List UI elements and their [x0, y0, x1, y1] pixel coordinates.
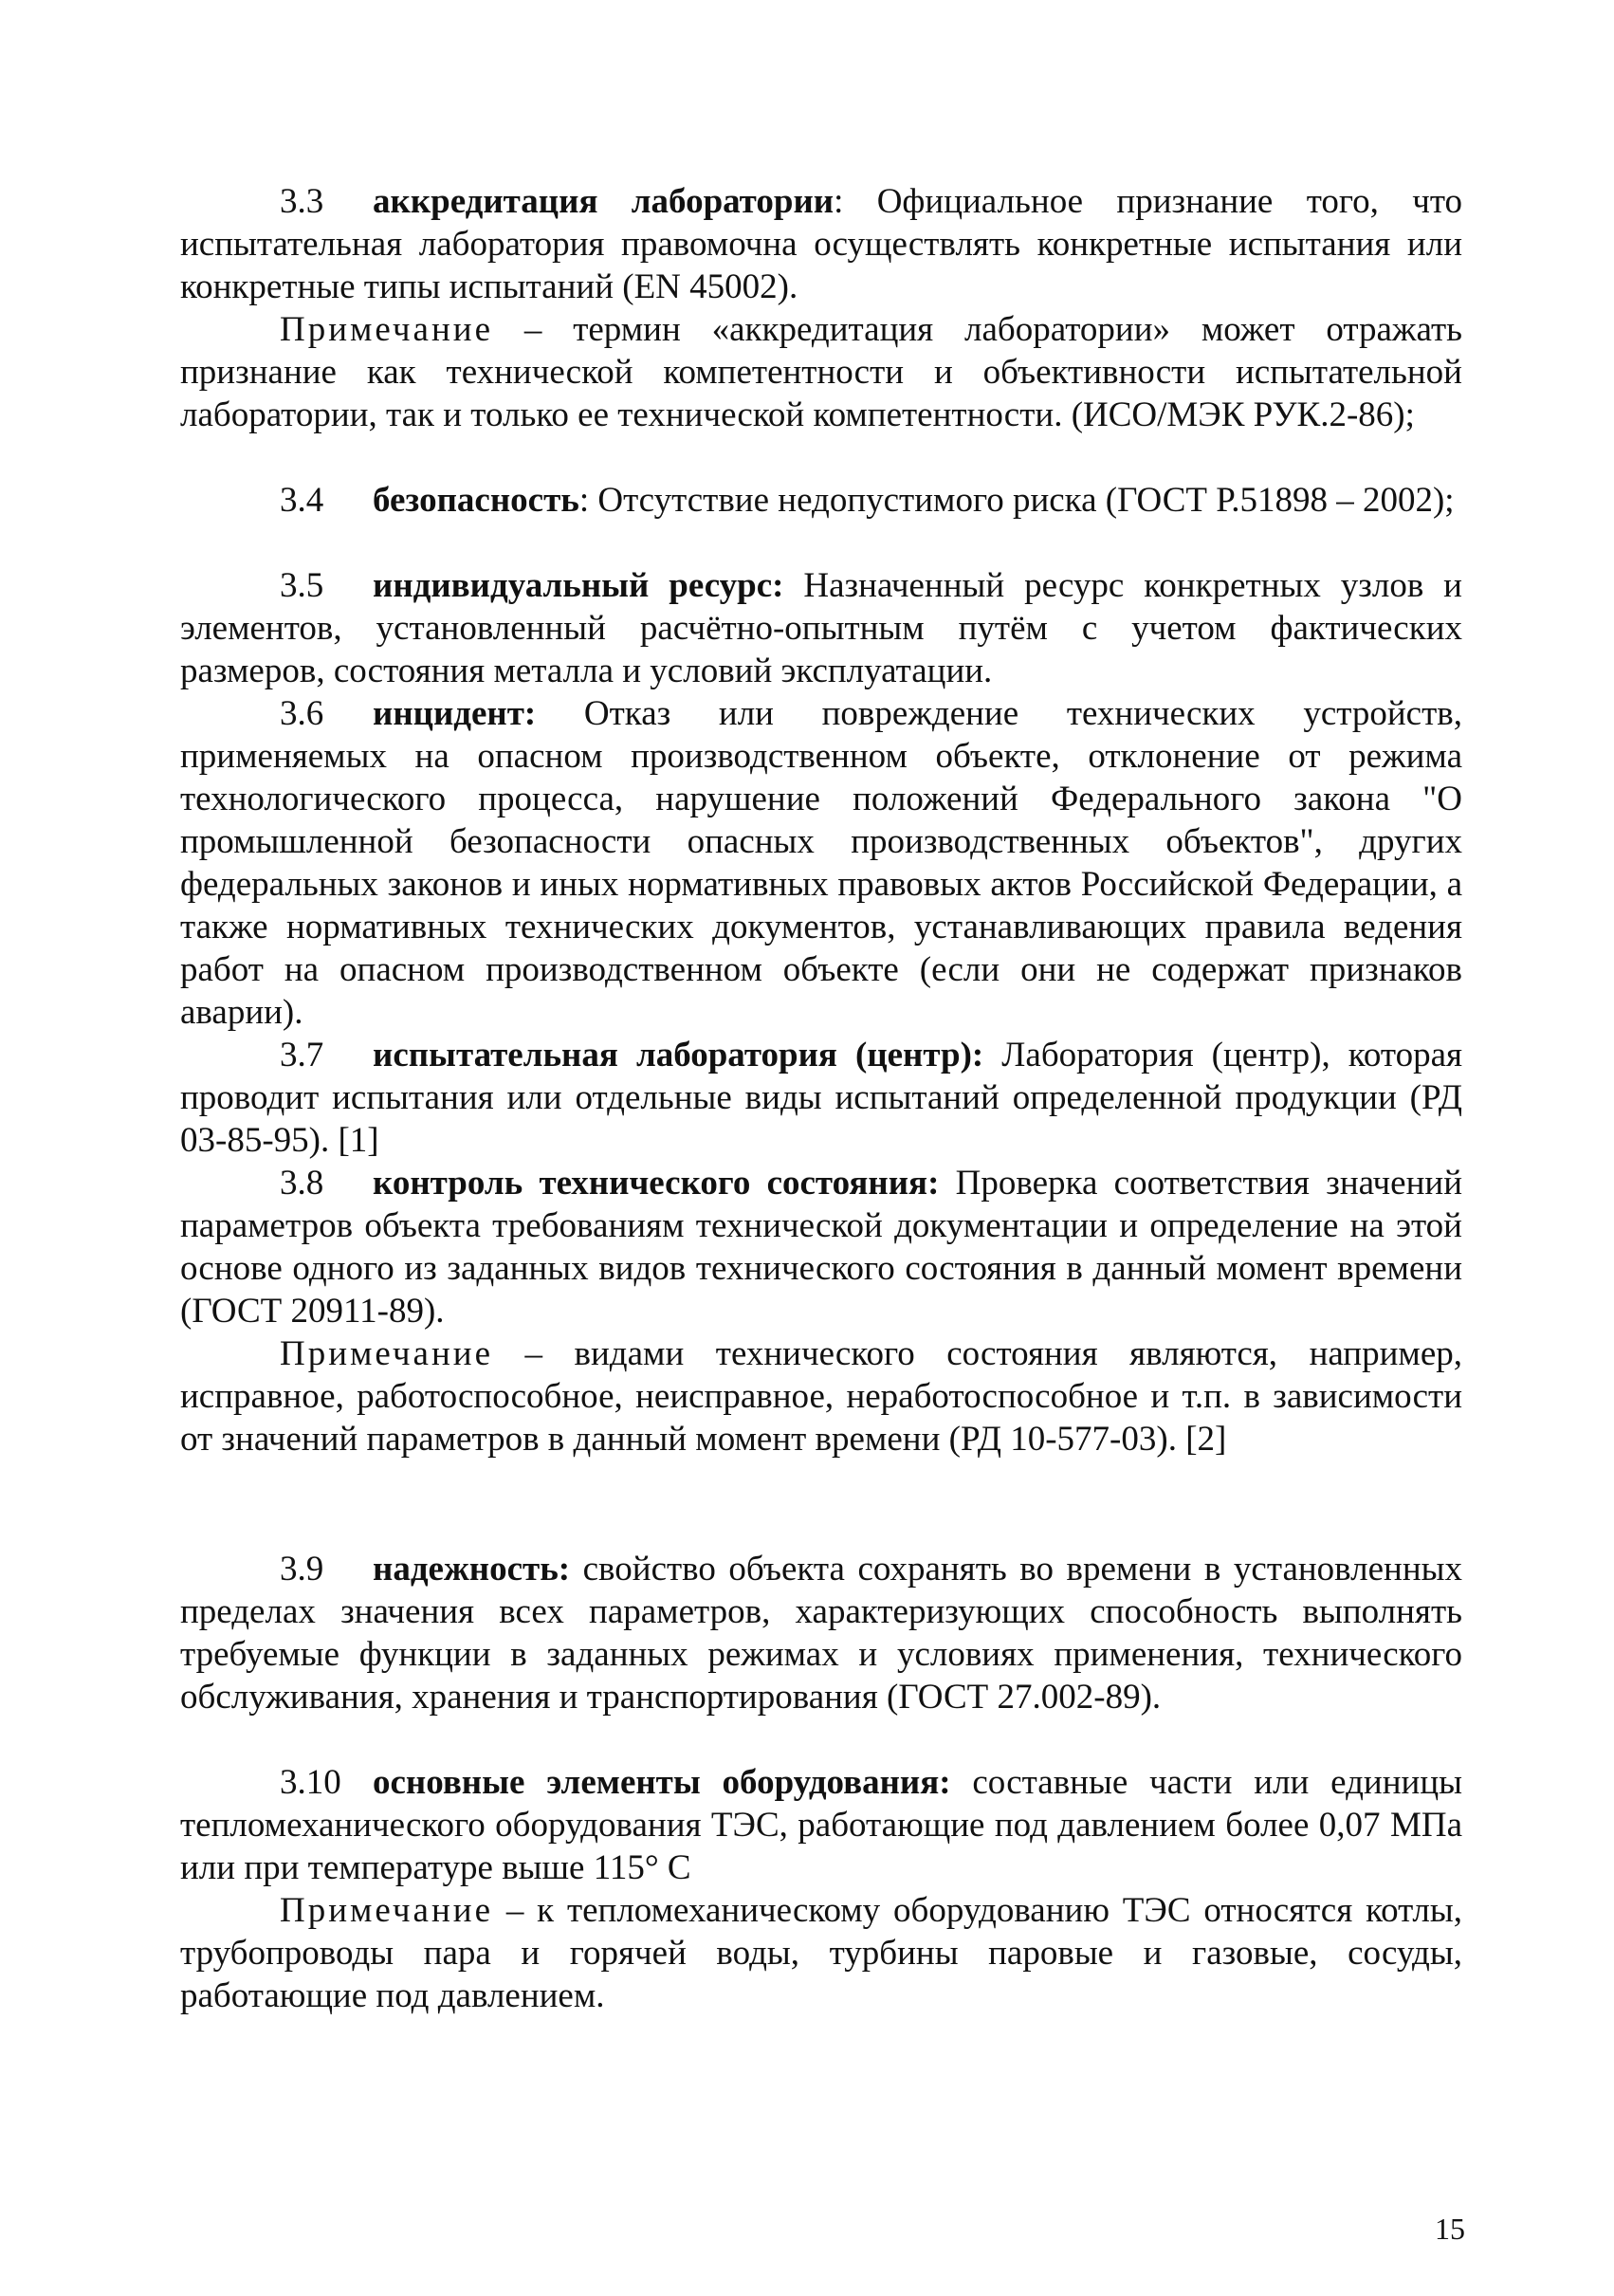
clause-number: 3.8	[280, 1164, 324, 1203]
definition-text: : Отсутствие недопустимого риска (ГОСТ Р.51898 – 2002);	[578, 481, 1455, 520]
definition-3-6	[180, 692, 1462, 1034]
clause-number: 3.10	[280, 1763, 341, 1802]
clause-number: 3.9	[280, 1550, 324, 1589]
clause-number: 3.6	[280, 694, 324, 733]
note-text: – термин «аккредитация лаборатории» может отражать признание как технической компетентности и объективности испытательной лаборатории, так и только ее технической компетентности. (ИСО/МЭК РУК.2-86);	[180, 310, 1462, 434]
definition-text: : Официальное признание того, что испытательная лаборатория правомочна осуществлять конкретные испытания или конкретные типы испытаний (EN 45002).	[180, 182, 1462, 306]
term: аккредитация лаборатории	[373, 182, 835, 221]
definition-3-3	[180, 180, 1462, 308]
definition-3-5	[180, 564, 1462, 692]
term: испытательная лаборатория (центр):	[373, 1036, 984, 1075]
term: инцидент:	[373, 694, 537, 733]
term: безопасность	[373, 481, 579, 520]
term: основные элементы оборудования:	[373, 1763, 951, 1802]
note-label: Примечание	[280, 1334, 493, 1373]
definition-text: свойство объекта сохранять во времени в установленных пределах значения всех параметров, характеризующих способность выполнять требуемые функции в заданных режимах и условиях применения, технического обслуживания, хранения и транспортирования (ГОСТ 27.002-89).	[180, 1550, 1462, 1717]
term: индивидуальный ресурс:	[373, 566, 784, 605]
clause-number: 3.7	[280, 1036, 324, 1075]
note-label: Примечание	[280, 1891, 493, 1930]
note-3-3	[180, 308, 1462, 436]
definition-3-8	[180, 1162, 1462, 1332]
definition-text: Отказ или повреждение технических устройств, применяемых на опасном производственном объекте, отклонение от режима технологического процесса, нарушение положений Федерального закона "О промышленной безопасности опасных производственных объектов", других федеральных законов и иных нормативных правовых актов Российской Федерации, а также нормативных технических документов, устанавливающих правила ведения работ на опасном производственном объекте (если они не содержат признаков аварии).	[180, 694, 1462, 1032]
definition-3-9	[180, 1548, 1462, 1718]
clause-number: 3.5	[280, 566, 324, 605]
term: надежность:	[373, 1550, 571, 1589]
clause-number: 3.4	[280, 481, 324, 520]
note-label: Примечание	[280, 310, 493, 349]
clause-number: 3.3	[280, 182, 324, 221]
term: контроль технического состояния:	[373, 1164, 940, 1203]
note-text: – видами технического состояния являются, например, исправное, работоспособное, неисправное, неработоспособное и т.п. в зависимости от значений параметров в данный момент времени (РД 10-577-03). [2]	[180, 1334, 1462, 1459]
definition-3-7	[180, 1034, 1462, 1162]
definition-text: Проверка соответствия значений параметров объекта требованиям технической документации и определение на этой основе одного из заданных видов технического состояния в данный момент времени (ГОСТ 20911-89).	[180, 1164, 1462, 1331]
definition-3-10	[180, 1761, 1462, 1889]
definition-3-4	[180, 479, 1462, 522]
definition-text: составные части или единицы тепломеханического оборудования ТЭС, работающие под давлением более 0,07 МПа или при температуре выше 115° С	[180, 1763, 1462, 1887]
note-text: – к тепломеханическому оборудованию ТЭС относятся котлы, трубопроводы пара и горячей воды, турбины паровые и газовые, сосуды, работающие под давлением.	[180, 1891, 1462, 2015]
definition-text: Назначенный ресурс конкретных узлов и элементов, установленный расчётно-опытным путём с учетом фактических размеров, состояния металла и условий эксплуатации.	[180, 566, 1462, 690]
note-3-8	[180, 1332, 1462, 1460]
definition-text: Лаборатория (центр), которая проводит испытания или отдельные виды испытаний определенной продукции (РД 03-85-95). [1]	[180, 1036, 1463, 1160]
note-3-10	[180, 1889, 1462, 2017]
page-number: 15	[1435, 2212, 1465, 2246]
